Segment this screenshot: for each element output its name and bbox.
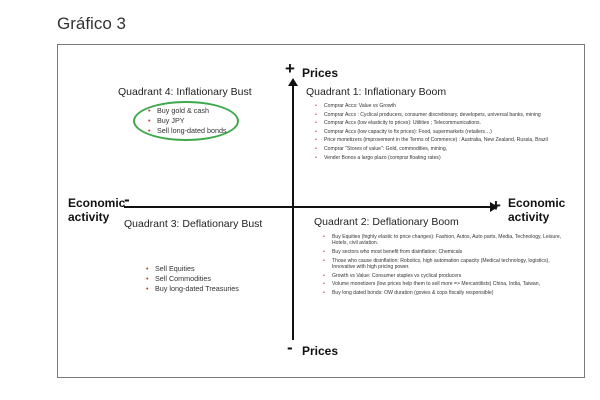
list-item: • Sell Equities [146,264,239,274]
list-item: • Comprar Accs (low capacity to fix prices): Food, supermarkets (retailers…) [315,129,579,135]
list-item: • Comprar Accs: Value vs Growth [315,103,579,109]
list-item: • Buy long-dated Treasuries [146,284,239,294]
list-item: • Comprar Accs : Cyclical producers, consumer discretionary, developers, universal banks, mining [315,112,579,118]
quadrant-2-title: Quadrant 2: Deflationary Boom [314,216,459,228]
quadrant-4-title: Quadrant 4: Inflationary Bust [118,86,252,98]
minus-activity-sign: - [124,190,130,209]
prices-low-label: Prices [302,344,339,358]
list-item: • Sell Commodities [146,274,239,284]
list-item: • Growth vs Value: Consumer staples vs cyclical producers [323,273,571,279]
list-item: • Buy gold & cash [148,106,227,116]
list-item: • Comprar "Stores of value": Gold, commodities, mining, [315,146,579,152]
arrow-up-icon [288,78,298,86]
list-item: • Vender Bonos a largo plazo (comprar floating rates) [315,155,579,161]
list-item: • Those who cause disinflation: Robotics, high automation capacity (Medical technology, logistics), Innovative with high pricing power. [323,258,571,271]
economic-activity-axis [124,206,492,208]
page-title: Gráfico 3 [57,14,126,33]
list-item: • Volume monetizers (low prices help them to sell more => Mercantilists) China, India, Taiwan, [323,281,571,287]
economic-activity-high-label: Economic activity [508,196,566,224]
list-item: • Sell long-dated bonds [148,126,227,136]
quadrant-3-title: Quadrant 3: Deflationary Bust [124,218,263,230]
quadrant-1-title: Quadrant 1: Inflationary Boom [306,86,447,98]
minus-prices-sign: - [287,338,293,357]
prices-high-label: Prices [302,66,339,80]
prices-axis [292,84,294,340]
plus-prices-sign: + [285,59,295,78]
quadrant-4-list [148,106,227,136]
list-item: • Price monetizers (improvement in the Terms of Commerce) : Australia, New Zealand, Russia, Brazil [315,137,579,143]
quadrant-3-list [146,264,239,294]
list-item: • Buy sectors who most benefit from disinflation: Chemicals [323,249,571,255]
list-item: • Buy long dated bonds: OW duration (govies & cops fiscally responsible) [323,290,571,296]
quadrant-2-list [323,234,571,298]
quadrant-1-list [315,103,579,163]
list-item: • Buy JPY [148,116,227,126]
economic-activity-low-label: Economic activity [68,196,126,224]
list-item: • Buy Equities (highly elastic to price changes): Fashion, Autos, Auto parts, Media, Technology, Leisure, Hotels, civil aviation. [323,234,571,247]
plus-activity-sign: + [491,196,501,215]
list-item: • Comprar Accs (low elasticity to prices): Utilities ; Telecommunications. [315,120,579,126]
